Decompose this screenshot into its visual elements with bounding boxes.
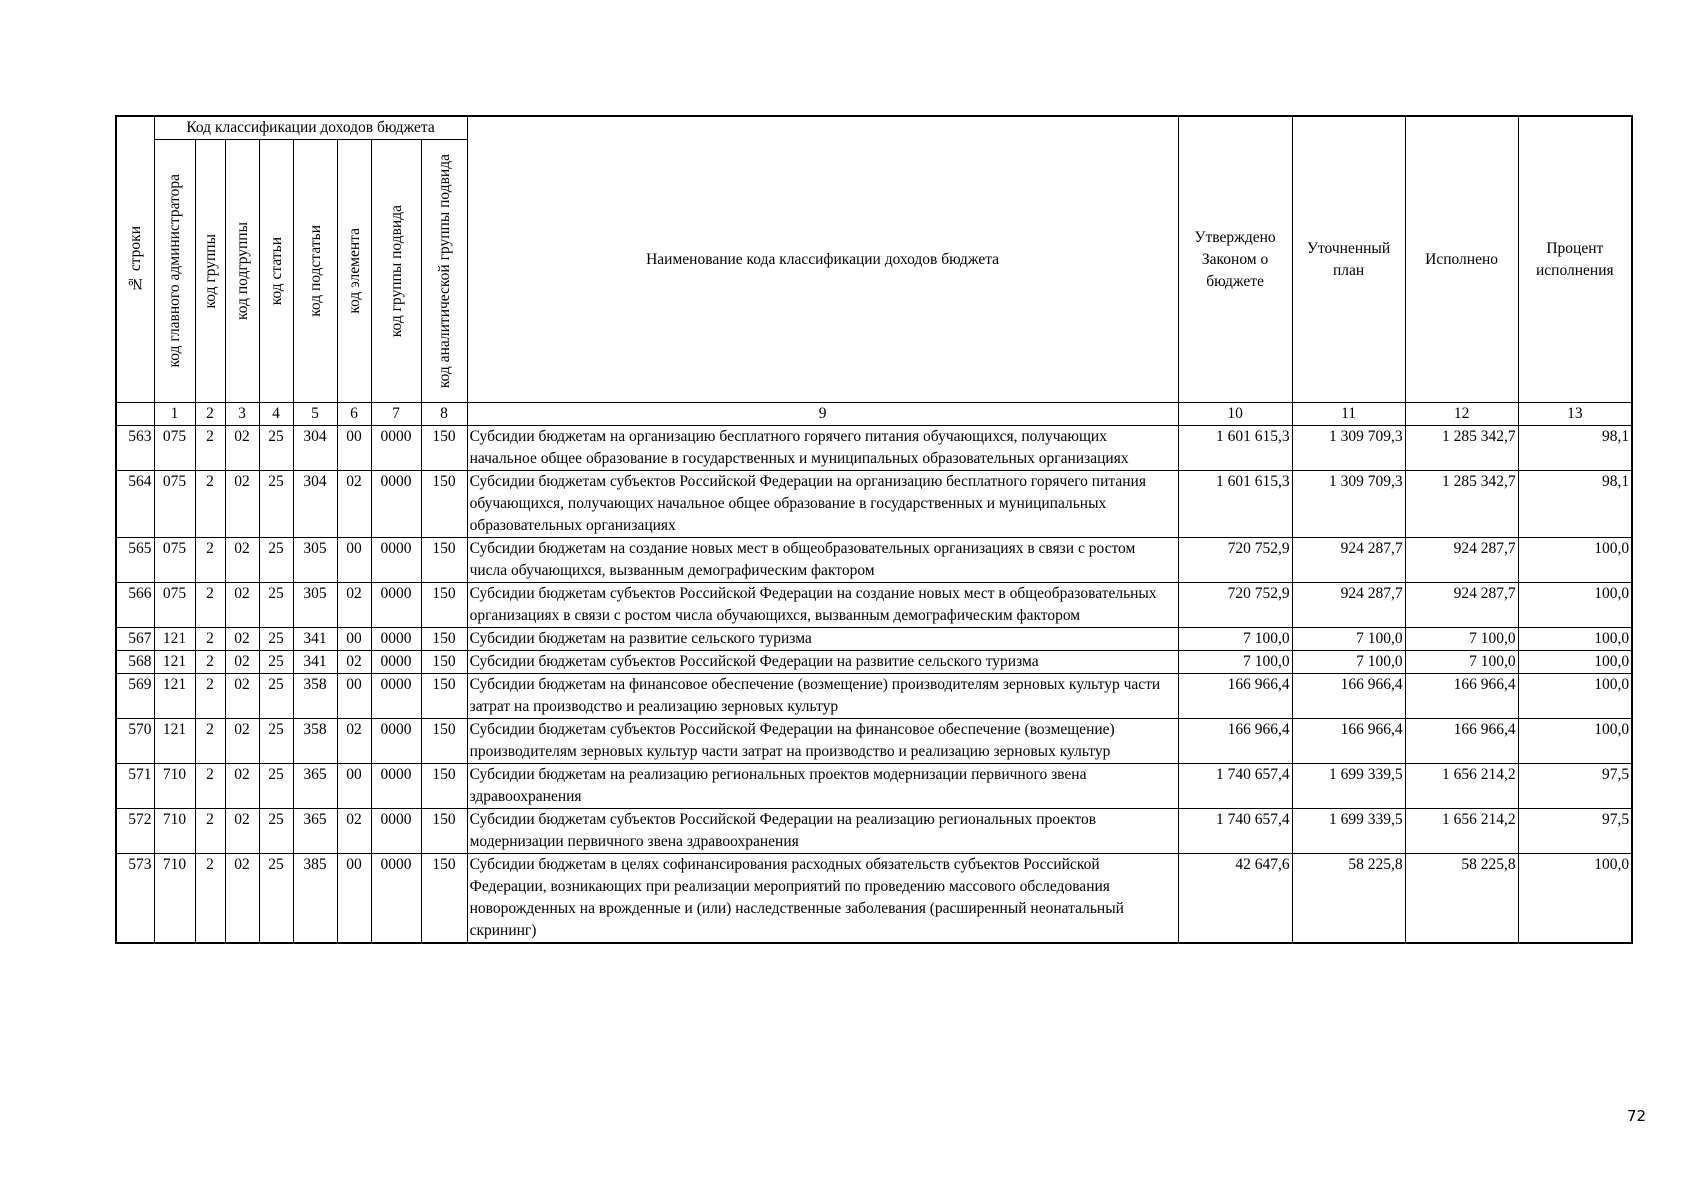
table-row [116, 674, 1632, 719]
table-row [116, 628, 1632, 651]
header-row-number: № строки [116, 116, 154, 403]
element-code-cell: 00 [337, 674, 371, 719]
revenue-name-cell: Субсидии бюджетам на развитие сельского туризма [467, 628, 1178, 651]
header-element-code: код элемента [337, 140, 371, 403]
execution-percent-cell: 97,5 [1518, 764, 1632, 809]
column-number: 11 [1292, 403, 1405, 426]
subtype-code-cell: 0000 [371, 719, 421, 764]
element-code-cell: 02 [337, 809, 371, 854]
refined-amount-cell: 1 699 339,5 [1292, 809, 1405, 854]
analytic-code-cell: 150 [421, 674, 467, 719]
table-row [116, 764, 1632, 809]
refined-amount-cell: 1 309 709,3 [1292, 471, 1405, 538]
admin-code-cell: 075 [154, 583, 195, 628]
group-code-cell: 2 [195, 764, 225, 809]
row-number-cell: 570 [116, 719, 154, 764]
subarticle-code-cell: 365 [293, 764, 337, 809]
header-subgroup-code: код подгруппы [225, 140, 259, 403]
subarticle-code-cell: 358 [293, 674, 337, 719]
column-number: 2 [195, 403, 225, 426]
group-code-cell: 2 [195, 809, 225, 854]
executed-amount-cell: 166 966,4 [1405, 719, 1518, 764]
subarticle-code-cell: 341 [293, 628, 337, 651]
row-number-cell: 568 [116, 651, 154, 674]
header-code-group: Код классификации доходов бюджета [154, 116, 467, 140]
page-number: 72 [1627, 1107, 1647, 1125]
column-number: 4 [259, 403, 293, 426]
admin-code-cell: 710 [154, 854, 195, 944]
header-article-code: код статьи [259, 140, 293, 403]
subgroup-code-cell: 02 [225, 583, 259, 628]
execution-percent-cell: 100,0 [1518, 538, 1632, 583]
revenue-name-cell: Субсидии бюджетам субъектов Российской Федерации на создание новых мест в общеобразовательных организациях в связи с ростом числа обучающихся, вызванным демографическим фактором [467, 583, 1178, 628]
row-number-cell: 573 [116, 854, 154, 944]
subtype-code-cell: 0000 [371, 764, 421, 809]
executed-amount-cell: 1 656 214,2 [1405, 809, 1518, 854]
article-code-cell: 25 [259, 674, 293, 719]
article-code-cell: 25 [259, 854, 293, 944]
execution-percent-cell: 100,0 [1518, 854, 1632, 944]
row-number-cell: 572 [116, 809, 154, 854]
article-code-cell: 25 [259, 426, 293, 471]
approved-amount-cell: 1 601 615,3 [1178, 471, 1292, 538]
admin-code-cell: 075 [154, 538, 195, 583]
subgroup-code-cell: 02 [225, 426, 259, 471]
subarticle-code-cell: 365 [293, 809, 337, 854]
header-subarticle-code: код подстатьи [293, 140, 337, 403]
execution-percent-cell: 100,0 [1518, 628, 1632, 651]
refined-amount-cell: 1 309 709,3 [1292, 426, 1405, 471]
analytic-code-cell: 150 [421, 426, 467, 471]
refined-amount-cell: 166 966,4 [1292, 674, 1405, 719]
header-approved: Утверждено Законом о бюджете [1178, 116, 1292, 403]
column-number [116, 403, 154, 426]
execution-percent-cell: 100,0 [1518, 719, 1632, 764]
column-number: 1 [154, 403, 195, 426]
admin-code-cell: 075 [154, 426, 195, 471]
revenue-name-cell: Субсидии бюджетам субъектов Российской Федерации на реализацию региональных проектов модернизации первичного звена здравоохранения [467, 809, 1178, 854]
element-code-cell: 00 [337, 426, 371, 471]
element-code-cell: 02 [337, 583, 371, 628]
article-code-cell: 25 [259, 538, 293, 583]
executed-amount-cell: 7 100,0 [1405, 651, 1518, 674]
group-code-cell: 2 [195, 471, 225, 538]
table-row [116, 651, 1632, 674]
article-code-cell: 25 [259, 471, 293, 538]
refined-amount-cell: 58 225,8 [1292, 854, 1405, 944]
analytic-code-cell: 150 [421, 651, 467, 674]
column-number: 7 [371, 403, 421, 426]
revenue-name-cell: Субсидии бюджетам на создание новых мест в общеобразовательных организациях в связи с ростом числа обучающихся, вызванным демографическим фактором [467, 538, 1178, 583]
element-code-cell: 00 [337, 538, 371, 583]
executed-amount-cell: 7 100,0 [1405, 628, 1518, 651]
table-row [116, 538, 1632, 583]
execution-percent-cell: 100,0 [1518, 651, 1632, 674]
column-numbers-row [116, 403, 1632, 426]
article-code-cell: 25 [259, 651, 293, 674]
row-number-cell: 566 [116, 583, 154, 628]
admin-code-cell: 710 [154, 809, 195, 854]
subtype-code-cell: 0000 [371, 628, 421, 651]
approved-amount-cell: 42 647,6 [1178, 854, 1292, 944]
revenue-name-cell: Субсидии бюджетам субъектов Российской Федерации на финансовое обеспечение (возмещение) производителям зерновых культур части затрат на производство и реализацию зерновых культур [467, 719, 1178, 764]
approved-amount-cell: 1 740 657,4 [1178, 764, 1292, 809]
article-code-cell: 25 [259, 764, 293, 809]
refined-amount-cell: 924 287,7 [1292, 538, 1405, 583]
subarticle-code-cell: 385 [293, 854, 337, 944]
subgroup-code-cell: 02 [225, 809, 259, 854]
subtype-code-cell: 0000 [371, 854, 421, 944]
column-number: 12 [1405, 403, 1518, 426]
subarticle-code-cell: 304 [293, 471, 337, 538]
approved-amount-cell: 166 966,4 [1178, 719, 1292, 764]
subgroup-code-cell: 02 [225, 538, 259, 583]
column-number: 5 [293, 403, 337, 426]
execution-percent-cell: 100,0 [1518, 583, 1632, 628]
subtype-code-cell: 0000 [371, 426, 421, 471]
refined-amount-cell: 7 100,0 [1292, 628, 1405, 651]
header-percent: Процент исполнения [1518, 116, 1632, 403]
execution-percent-cell: 98,1 [1518, 426, 1632, 471]
approved-amount-cell: 166 966,4 [1178, 674, 1292, 719]
group-code-cell: 2 [195, 651, 225, 674]
executed-amount-cell: 58 225,8 [1405, 854, 1518, 944]
table-row [116, 719, 1632, 764]
table-row [116, 426, 1632, 471]
executed-amount-cell: 166 966,4 [1405, 674, 1518, 719]
analytic-code-cell: 150 [421, 854, 467, 944]
admin-code-cell: 075 [154, 471, 195, 538]
analytic-code-cell: 150 [421, 538, 467, 583]
executed-amount-cell: 1 285 342,7 [1405, 471, 1518, 538]
analytic-code-cell: 150 [421, 764, 467, 809]
column-number: 9 [467, 403, 1178, 426]
table-row [116, 583, 1632, 628]
group-code-cell: 2 [195, 583, 225, 628]
refined-amount-cell: 924 287,7 [1292, 583, 1405, 628]
revenue-name-cell: Субсидии бюджетам в целях софинансирования расходных обязательств субъектов Российской Федерации, возникающих при реализации мероприятий по проведению массового обследования новорожденных на врожденные и (или) наследственные заболевания (расширенный неонатальный скрининг) [467, 854, 1178, 944]
subarticle-code-cell: 304 [293, 426, 337, 471]
admin-code-cell: 121 [154, 628, 195, 651]
subarticle-code-cell: 305 [293, 583, 337, 628]
executed-amount-cell: 1 656 214,2 [1405, 764, 1518, 809]
group-code-cell: 2 [195, 719, 225, 764]
analytic-code-cell: 150 [421, 719, 467, 764]
element-code-cell: 02 [337, 471, 371, 538]
table-row [116, 471, 1632, 538]
row-number-cell: 567 [116, 628, 154, 651]
group-code-cell: 2 [195, 628, 225, 651]
refined-amount-cell: 1 699 339,5 [1292, 764, 1405, 809]
execution-percent-cell: 97,5 [1518, 809, 1632, 854]
revenue-name-cell: Субсидии бюджетам субъектов Российской Федерации на развитие сельского туризма [467, 651, 1178, 674]
article-code-cell: 25 [259, 809, 293, 854]
executed-amount-cell: 924 287,7 [1405, 583, 1518, 628]
subtype-code-cell: 0000 [371, 538, 421, 583]
subgroup-code-cell: 02 [225, 628, 259, 651]
header-executed: Исполнено [1405, 116, 1518, 403]
header-admin-code: код главного администратора [154, 140, 195, 403]
table-row [116, 809, 1632, 854]
refined-amount-cell: 166 966,4 [1292, 719, 1405, 764]
admin-code-cell: 121 [154, 674, 195, 719]
admin-code-cell: 121 [154, 719, 195, 764]
admin-code-cell: 121 [154, 651, 195, 674]
analytic-code-cell: 150 [421, 628, 467, 651]
subtype-code-cell: 0000 [371, 651, 421, 674]
header-name: Наименование кода классификации доходов бюджета [467, 116, 1178, 403]
refined-amount-cell: 7 100,0 [1292, 651, 1405, 674]
group-code-cell: 2 [195, 674, 225, 719]
subtype-code-cell: 0000 [371, 583, 421, 628]
revenue-name-cell: Субсидии бюджетам на финансовое обеспечение (возмещение) производителям зерновых культур части затрат на производство и реализацию зерновых культур [467, 674, 1178, 719]
subgroup-code-cell: 02 [225, 651, 259, 674]
approved-amount-cell: 720 752,9 [1178, 538, 1292, 583]
row-number-cell: 563 [116, 426, 154, 471]
article-code-cell: 25 [259, 628, 293, 651]
subtype-code-cell: 0000 [371, 471, 421, 538]
column-number: 13 [1518, 403, 1632, 426]
execution-percent-cell: 100,0 [1518, 674, 1632, 719]
subtype-code-cell: 0000 [371, 674, 421, 719]
approved-amount-cell: 7 100,0 [1178, 628, 1292, 651]
column-number: 8 [421, 403, 467, 426]
column-number: 6 [337, 403, 371, 426]
row-number-cell: 571 [116, 764, 154, 809]
article-code-cell: 25 [259, 583, 293, 628]
subarticle-code-cell: 358 [293, 719, 337, 764]
header-analytic-code: код аналитической группы подвида [421, 140, 467, 403]
subarticle-code-cell: 341 [293, 651, 337, 674]
analytic-code-cell: 150 [421, 809, 467, 854]
analytic-code-cell: 150 [421, 471, 467, 538]
element-code-cell: 02 [337, 719, 371, 764]
revenue-name-cell: Субсидии бюджетам субъектов Российской Федерации на организацию бесплатного горячего питания обучающихся, получающих начальное общее образование в государственных и муниципальных образовательных организациях [467, 471, 1178, 538]
subgroup-code-cell: 02 [225, 471, 259, 538]
subgroup-code-cell: 02 [225, 674, 259, 719]
analytic-code-cell: 150 [421, 583, 467, 628]
element-code-cell: 00 [337, 854, 371, 944]
revenue-name-cell: Субсидии бюджетам на реализацию региональных проектов модернизации первичного звена здравоохранения [467, 764, 1178, 809]
approved-amount-cell: 7 100,0 [1178, 651, 1292, 674]
element-code-cell: 00 [337, 764, 371, 809]
element-code-cell: 02 [337, 651, 371, 674]
table-body [116, 426, 1632, 944]
row-number-cell: 564 [116, 471, 154, 538]
row-number-cell: 565 [116, 538, 154, 583]
header-subtype-code: код группы подвида [371, 140, 421, 403]
admin-code-cell: 710 [154, 764, 195, 809]
element-code-cell: 00 [337, 628, 371, 651]
approved-amount-cell: 1 601 615,3 [1178, 426, 1292, 471]
group-code-cell: 2 [195, 854, 225, 944]
revenue-name-cell: Субсидии бюджетам на организацию бесплатного горячего питания обучающихся, получающих начальное общее образование в государственных и муниципальных образовательных организациях [467, 426, 1178, 471]
column-number: 3 [225, 403, 259, 426]
subtype-code-cell: 0000 [371, 809, 421, 854]
subgroup-code-cell: 02 [225, 719, 259, 764]
approved-amount-cell: 1 740 657,4 [1178, 809, 1292, 854]
row-number-cell: 569 [116, 674, 154, 719]
table-row [116, 854, 1632, 944]
executed-amount-cell: 1 285 342,7 [1405, 426, 1518, 471]
column-number: 10 [1178, 403, 1292, 426]
approved-amount-cell: 720 752,9 [1178, 583, 1292, 628]
subgroup-code-cell: 02 [225, 854, 259, 944]
header-refined: Уточненный план [1292, 116, 1405, 403]
header-group-code: код группы [195, 140, 225, 403]
group-code-cell: 2 [195, 426, 225, 471]
budget-revenue-table [115, 115, 1633, 944]
group-code-cell: 2 [195, 538, 225, 583]
execution-percent-cell: 98,1 [1518, 471, 1632, 538]
subarticle-code-cell: 305 [293, 538, 337, 583]
subgroup-code-cell: 02 [225, 764, 259, 809]
article-code-cell: 25 [259, 719, 293, 764]
executed-amount-cell: 924 287,7 [1405, 538, 1518, 583]
